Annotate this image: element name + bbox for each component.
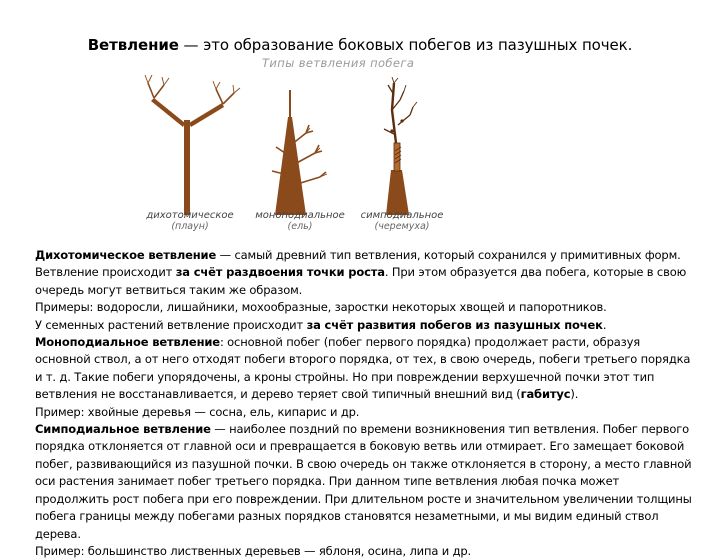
sympodial-definition-text: — наиболее поздний по времени возникновения тип ветвления. Побег первого порядка отклоняется от главной оси и превращается в боковую ветвь или отмирает. Его замещает боковой побег, развивающийся из пазушной почки. В свою очередь он также отклоняется в сторону, а место главной оси растения занимает побег третьего порядка. При данном типе ветвления любая почка может продолжить рост побега при его повреждении. При длительном росте и значительном увеличении толщины побега границы между побегами разных порядков становятся незаметными, и мы видим единый ствол дерева. xyxy=(35,422,692,541)
monopodial-definition xyxy=(35,334,695,404)
branching-types-figure xyxy=(130,55,450,235)
term-habitus: габитус xyxy=(520,387,571,402)
caption-monopodial-example: (ель) xyxy=(287,221,313,232)
term-monopodial: Моноподиальное ветвление xyxy=(35,335,220,350)
monopodial-definition-post: ). xyxy=(570,387,579,402)
body-text xyxy=(35,247,695,560)
dichotomous-examples: Примеры: водоросли, лишайники, мохообразные, заростки некоторых хвощей и папоротников. xyxy=(35,300,607,315)
sympodial-definition xyxy=(35,421,695,543)
caption-dichotomous-example: (плаун) xyxy=(171,221,209,232)
dichotomous-mechanism-pre: Ветвление происходит xyxy=(35,265,176,280)
caption-sympodial-name: симподиальное xyxy=(360,210,444,221)
dichotomous-mechanism xyxy=(35,264,695,299)
monopodial-tree-illustration xyxy=(272,90,327,215)
dichotomous-tree-illustration xyxy=(145,75,240,215)
seed-plant-branching-key: за счёт развития побегов из пазушных почек xyxy=(306,317,603,332)
seed-plant-branching-pre: У семенных растений ветвление происходит xyxy=(35,317,307,332)
dichotomous-definition xyxy=(35,247,695,264)
sympodial-tree-illustration xyxy=(384,77,417,215)
figure-title: Типы ветвления побега xyxy=(262,56,415,70)
seed-plant-branching xyxy=(35,317,695,334)
monopodial-example: Пример: хвойные деревья — сосна, ель, кипарис и др. xyxy=(35,404,360,419)
sympodial-example: Пример: большинство лиственных деревьев — яблоня, осина, липа и др. xyxy=(35,543,472,558)
caption-dichotomous xyxy=(135,210,245,232)
caption-sympodial-example: (черемуха) xyxy=(374,221,430,232)
term-dichotomous: Дихотомическое ветвление xyxy=(35,248,217,262)
caption-sympodial xyxy=(352,210,452,232)
dichotomous-definition-text: — самый древний тип ветвления, который сохранился у примитивных форм. xyxy=(216,248,681,262)
caption-monopodial xyxy=(250,210,350,232)
dichotomous-mechanism-key: за счёт раздвоения точки роста xyxy=(175,265,385,280)
monopodial-definition-text: : основной побег (побег первого порядка) продолжает расти, образуя основной ствол, а от него отходят побеги второго порядка, от тех, в свою очередь, побеги третьего порядка и т. д. Такие побеги упорядочены, а кроны стройны. Но при повреждении верхушечной почки этот тип ветвления не восстанавливается, и дерево теряет свой типичный внешний вид ( xyxy=(35,335,691,402)
title-definition: — это образование боковых побегов из пазушных почек. xyxy=(178,36,633,54)
dichotomous-mechanism-post: . При этом образуется два побега, которые в свою очередь могут ветвиться таким же образом. xyxy=(35,265,687,297)
title-term: Ветвление xyxy=(87,36,179,54)
caption-monopodial-name: моноподиальное xyxy=(255,210,345,221)
term-sympodial: Симподиальное ветвление xyxy=(35,422,211,437)
page-title xyxy=(0,36,720,54)
caption-dichotomous-name: дихотомическое xyxy=(146,210,234,221)
seed-plant-branching-post: . xyxy=(602,317,607,332)
